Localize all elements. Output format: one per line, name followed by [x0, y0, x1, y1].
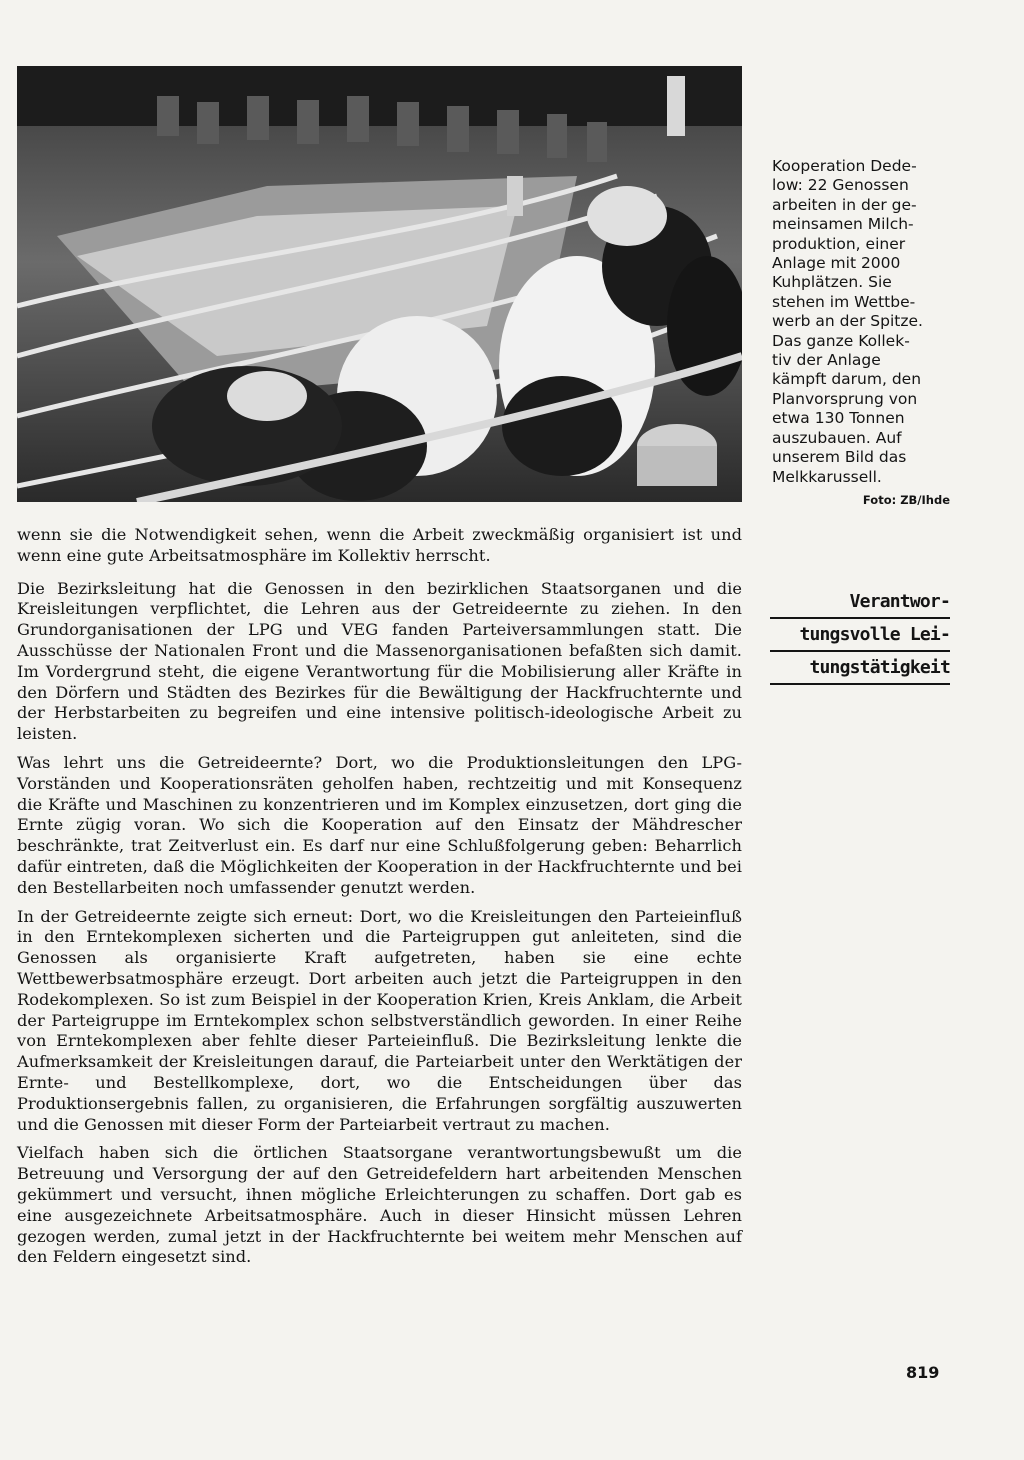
paragraph: In der Getreideernte zeigte sich erneut: Dort, wo die Kreisleitungen den Parteieinfluß in den Erntekomplexen sicherten und die Parteigruppen gut anleiteten, sind die Genossen als organisierte Kraft aufgetreten, haben sie eine echte Wettbewerbsatmosphäre erzeugt. Dort arbeiten auch jetzt die Parteigruppen in den Rodekomplexen. So ist zum Beispiel in der Kooperation Krien, Kreis Anklam, die Arbeit der Parteigruppe im Erntekomplex schon selbstverständlich geworden. In einer Reihe von Erntekomplexen aber fehlte dieser Parteieinfluß. Die Bezirksleitung lenkte die Aufmerksamkeit der Kreisleitungen darauf, die Parteiarbeit unter den Werktätigen der Ernte- und Bestellkomplexe, dort, wo die Entscheidungen über das Produktionsergebnis fallen, zu organisieren, die Erfahrungen sorgfältig auszuwerten und die Genossen mit dieser Form der Parteiarbeit vertraut zu machen. — [17, 906, 742, 1134]
photo-credit: Foto: ZB/Ihde — [862, 493, 950, 507]
side-heading-line: Verantwor- — [770, 586, 950, 619]
paragraph: wenn sie die Notwendigkeit sehen, wenn die Arbeit zweckmäßig organisiert ist und wenn eine gute Arbeitsatmosphäre im Kollektiv herrscht. — [17, 525, 742, 565]
milking-carousel-photo — [17, 66, 742, 502]
paragraph: Was lehrt uns die Getreideernte? Dort, wo die Produktionsleitungen den LPG-Vorständen und Kooperationsräten geholfen haben, rechtzeitig und mit Konsequenz die Kräfte und Maschinen zu konzentrieren und im Komplex einzusetzen, dort ging die Ernte zügig voran. Wo sich die Kooperation auf den Einsatz der Mähdrescher beschränkte, trat Zeitverlust ein. Es darf nur eine Schlußfolgerung geben: Beharrlich dafür eintreten, daß die Möglichkeiten der Kooperation in der Hackfruchternte und bei den Bestellarbeiten noch umfassender genutzt werden. — [17, 752, 742, 897]
article-body — [17, 525, 742, 1276]
side-heading — [770, 586, 950, 685]
paragraph: Vielfach haben sich die örtlichen Staatsorgane verantwortungsbewußt um die Betreuung und Versorgung der auf den Getreidefeldern hart arbeitenden Menschen gekümmert und versucht, ihnen mögliche Erleichterungen zu schaffen. Dort gab es eine ausgezeichnete Arbeitsatmosphäre. Auch in dieser Hinsicht müssen Lehren gezogen werden, zumal jetzt in der Hackfruchternte bei weitem mehr Menschen auf den Feldern eingesetzt sind. — [17, 1143, 742, 1267]
page-number: 819 — [906, 1363, 940, 1382]
photo-image — [17, 66, 742, 502]
paragraph: Die Bezirksleitung hat die Genossen in den bezirklichen Staatsorganen und die Kreisleitungen verpflichtet, die Lehren aus der Getreideernte zu ziehen. In den Grundorganisationen der LPG und VEG fanden Parteiversammlungen statt. Die Ausschüsse der Nationalen Front und die Massenorganisationen befaßten sich damit. Im Vordergrund steht, die eigene Verantwortung für die Mobilisierung aller Kräfte in den Dörfern und Städten des Bezirkes für die Bewältigung der Hackfruchternte und der Herbstarbeiten zu begreifen und eine intensive politisch-ideologische Arbeit zu leisten. — [17, 578, 742, 744]
side-heading-line: tungsvolle Lei- — [770, 619, 950, 652]
side-heading-line: tungstätigkeit — [770, 652, 950, 685]
photo-caption: Kooperation Dede- low: 22 Genossen arbeiten in der ge- meinsamen Milch- produktion, einer Anlage mit 2000 Kuhplätzen. Sie stehen im Wettbe- werb an der Spitze. Das ganze Kollek- tiv der Anlage kämpft darum, den Planvorsprung von etwa 130 Tonnen auszubauen. Auf unserem Bild das Melkkarussell. — [772, 157, 923, 486]
